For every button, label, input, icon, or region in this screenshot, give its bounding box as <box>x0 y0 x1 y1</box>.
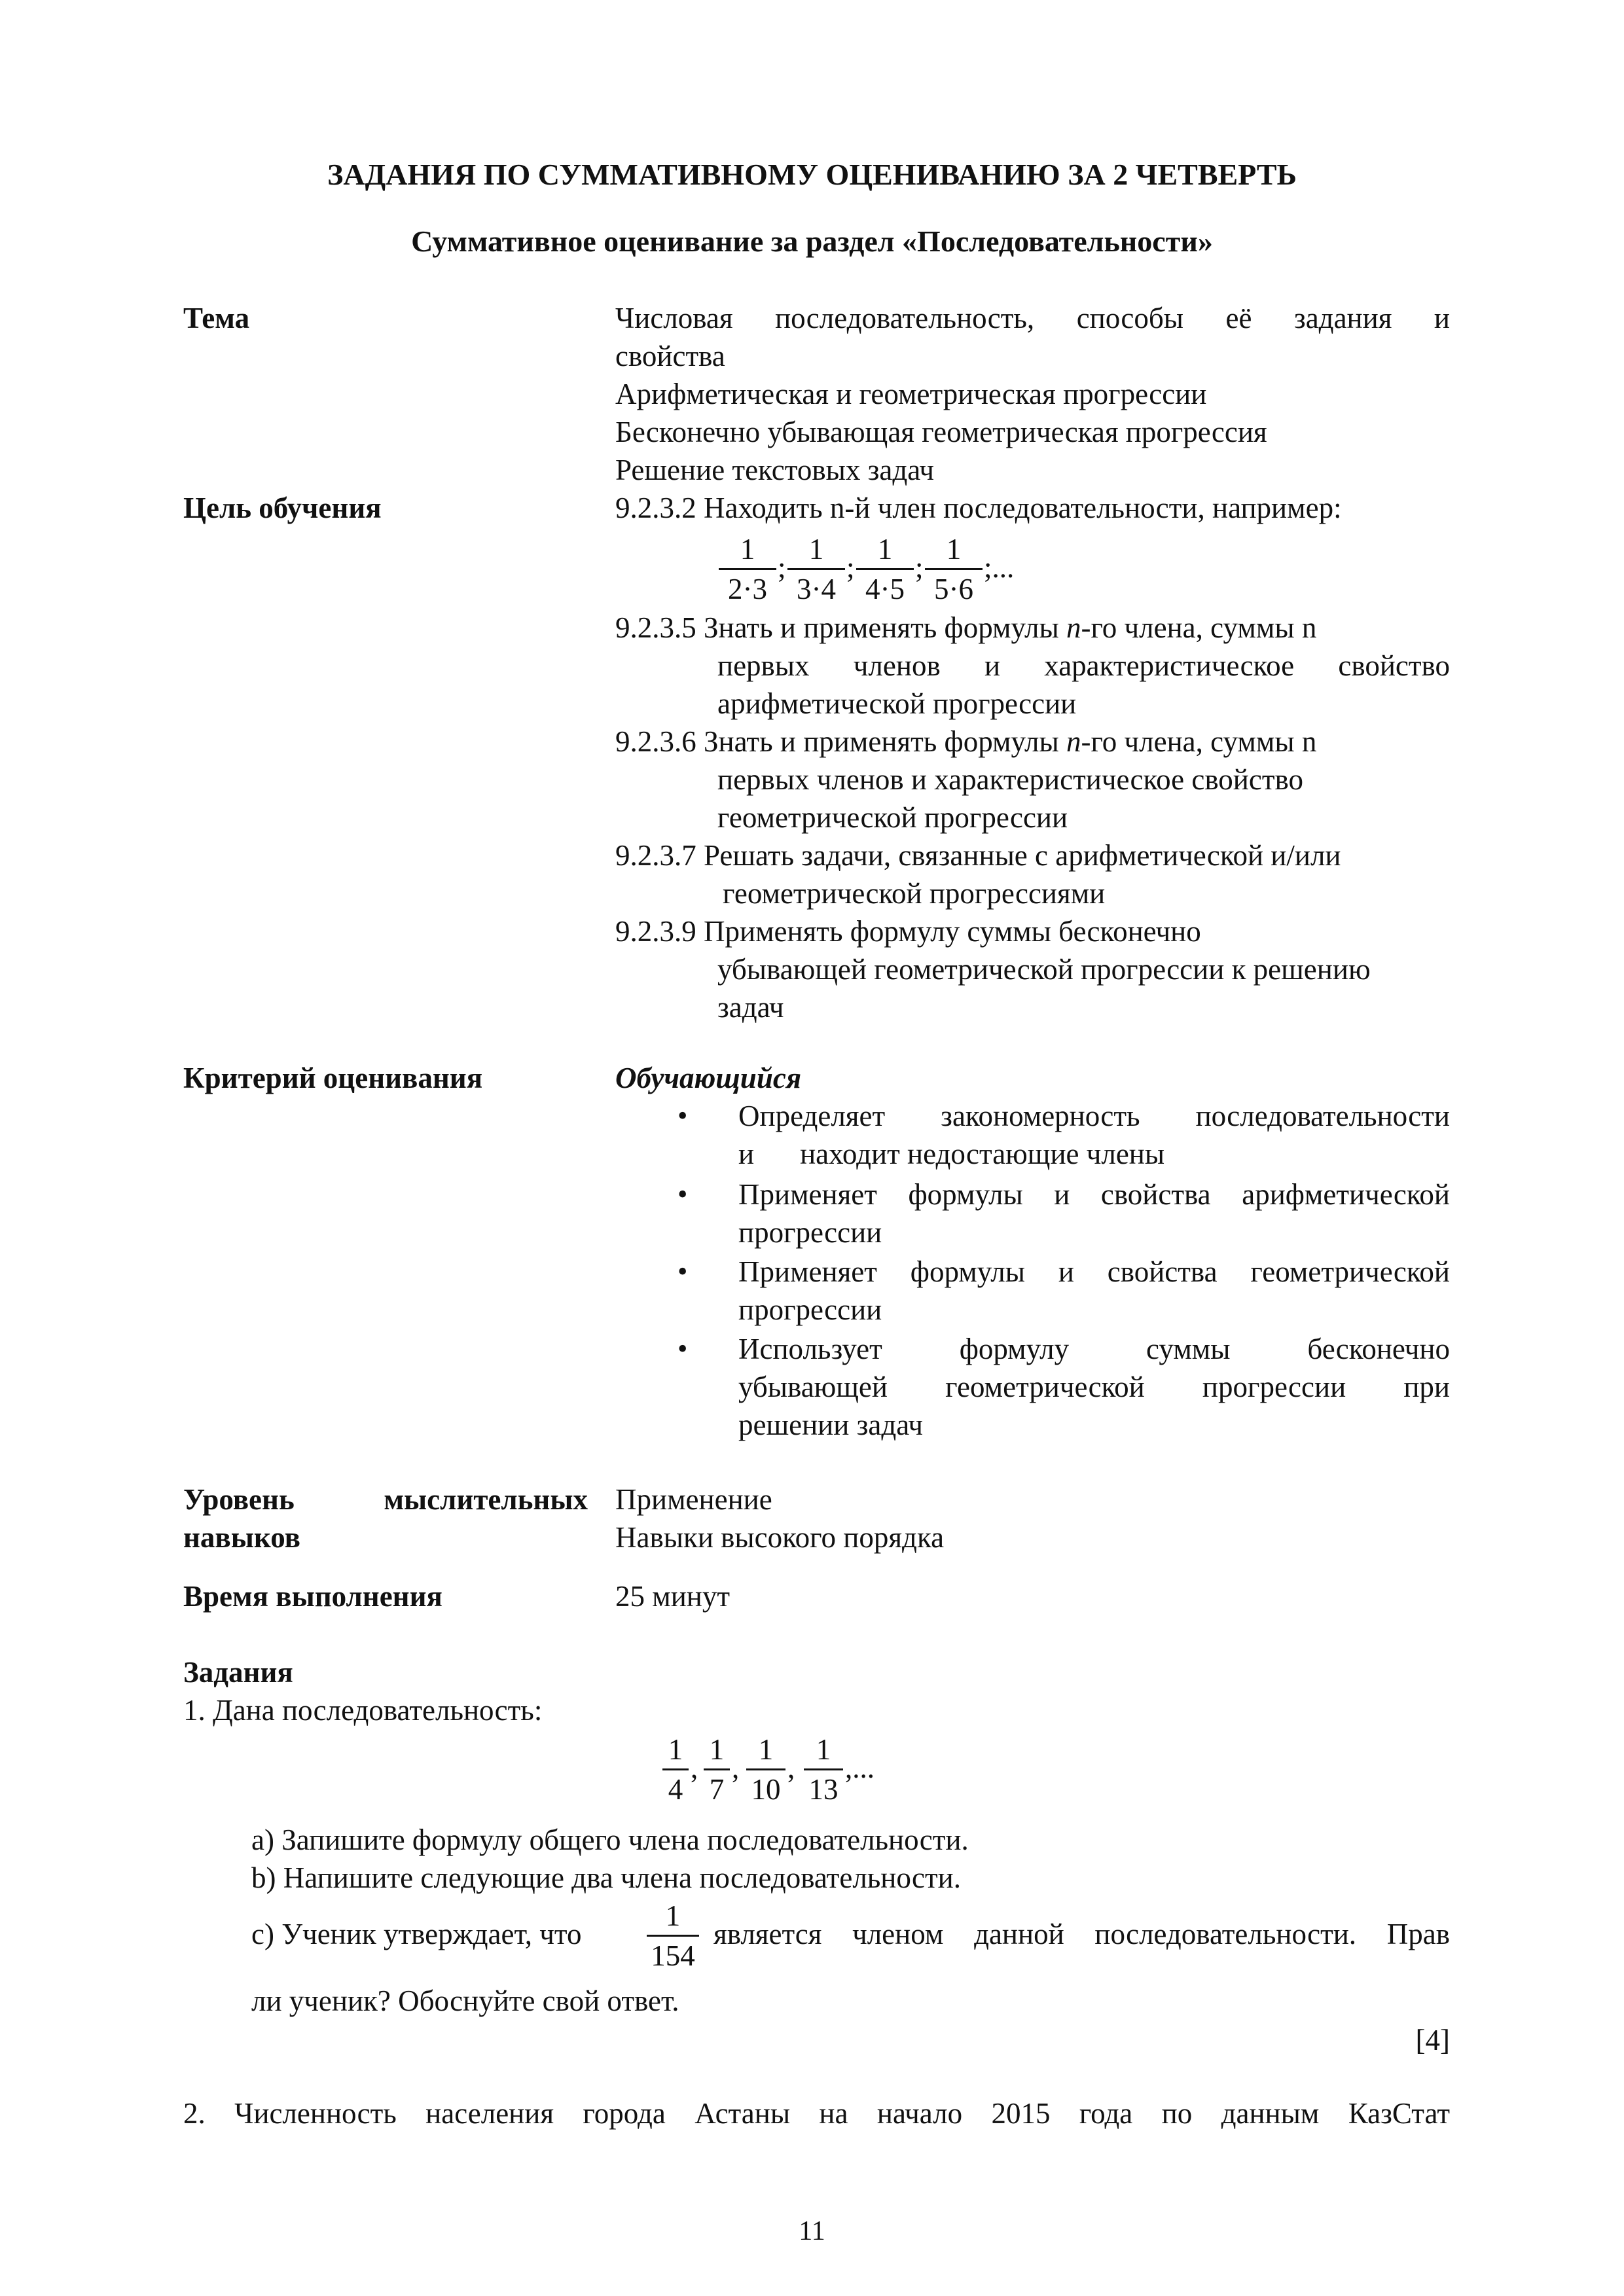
criteria-item-3-line-1: Применяет формулы и свойства геометрической <box>738 1255 1450 1288</box>
fraction-denominator: 5·6 <box>934 573 973 605</box>
level-value-1: Применение <box>615 1483 772 1516</box>
task-1-c-suffix: является членом данной последовательности. Прав <box>713 1918 1450 1950</box>
theme-line-3: Арифметическая и геометрическая прогрессии <box>615 378 1207 410</box>
goal-9-2-3-5-line-2: первых членов и характеристическое свойство <box>717 649 1450 682</box>
theme-label: Тема <box>183 302 250 334</box>
fraction-denominator: 154 <box>651 1939 695 1972</box>
goal-label: Цель обучения <box>183 492 382 524</box>
goal-9-2-3-2: 9.2.3.2 Находить n-й член последовательности, например: <box>615 492 1342 524</box>
goal-9-2-3-9: 9.2.3.9 Применять формулу суммы бесконечно <box>615 915 1201 948</box>
fraction-numerator: 1 <box>758 1733 774 1766</box>
task-1-separator: , <box>691 1751 698 1784</box>
example-fraction-2 <box>787 530 845 608</box>
fraction-denominator: 13 <box>808 1773 839 1806</box>
task-1-fraction-1 <box>662 1731 689 1808</box>
fraction-numerator: 1 <box>665 1899 681 1932</box>
bullet-icon: • <box>677 1333 688 1365</box>
goal-text: -го члена, суммы n <box>1081 725 1317 758</box>
bullet-icon: • <box>677 1255 688 1287</box>
fraction-denominator: 2·3 <box>728 573 767 605</box>
task-1-c-fraction <box>647 1897 699 1975</box>
level-label-line-2: навыков <box>183 1521 300 1554</box>
criteria-heading: Обучающийся <box>615 1062 801 1094</box>
task-1-fraction-2 <box>704 1731 730 1808</box>
example-fraction-4 <box>925 530 983 608</box>
goal-9-2-3-7-line-2: геометрической прогрессиями <box>723 877 1106 910</box>
fraction-numerator: 1 <box>709 1733 725 1766</box>
goal-n: n <box>1066 611 1081 644</box>
goal-9-2-3-6 <box>615 723 1450 761</box>
goal-9-2-3-5-line-3: арифметической прогрессии <box>717 687 1077 720</box>
goal-9-2-3-5 <box>615 609 1450 647</box>
fraction-denominator: 4·5 <box>865 573 905 605</box>
goal-9-2-3-7: 9.2.3.7 Решать задачи, связанные с арифметической и/или <box>615 839 1341 872</box>
fraction-denominator: 4 <box>668 1773 683 1806</box>
page-title: ЗАДАНИЯ ПО СУММАТИВНОМУ ОЦЕНИВАНИЮ ЗА 2 ЧЕТВЕРТЬ <box>327 158 1297 191</box>
theme-line-4: Бесконечно убывающая геометрическая прогрессия <box>615 416 1267 448</box>
example-fraction-3 <box>856 530 914 608</box>
time-value: 25 минут <box>615 1580 731 1613</box>
tasks-heading: Задания <box>183 1656 293 1689</box>
criteria-item-4-line-3: решении задач <box>738 1408 924 1441</box>
theme-line-5: Решение текстовых задач <box>615 454 935 486</box>
goal-n: n <box>1066 725 1081 758</box>
fraction-numerator: 1 <box>808 533 824 565</box>
goal-text: 9.2.3.6 Знать и применять формулы <box>615 725 1066 758</box>
criteria-item-3-line-2: прогрессии <box>738 1293 882 1326</box>
criteria-item-4-line-1: Использует формулу суммы бесконечно <box>738 1333 1450 1365</box>
task-2-line-1: 2. Численность населения города Астаны на начало 2015 года по данным КазСтат <box>183 2097 1450 2130</box>
fraction-numerator: 1 <box>740 533 755 565</box>
task-1-a: a) Запишите формулу общего члена последовательности. <box>251 1823 969 1856</box>
goal-9-2-3-6-line-2: первых членов и характеристическое свойство <box>717 763 1303 796</box>
task-1-intro: 1. Дана последовательность: <box>183 1694 543 1727</box>
task-1-b: b) Напишите следующие два члена последовательности. <box>251 1861 961 1894</box>
theme-line-1: Числовая последовательность, способы её задания и <box>615 302 1450 334</box>
bullet-icon: • <box>677 1178 688 1210</box>
fraction-denominator: 3·4 <box>797 573 836 605</box>
page-number: 11 <box>799 2216 825 2246</box>
criteria-item-1-line-1: Определяет закономерность последовательности <box>738 1100 1450 1132</box>
example-separator: ; <box>778 551 786 584</box>
time-label: Время выполнения <box>183 1580 442 1613</box>
goal-9-2-3-6-line-3: геометрической прогрессии <box>717 801 1068 834</box>
task-1-separator: , <box>732 1751 740 1784</box>
example-separator: ; <box>846 551 855 584</box>
fraction-numerator: 1 <box>816 1733 831 1766</box>
task-1-fraction-4 <box>804 1731 843 1808</box>
criteria-item-4-line-2: убывающей геометрической прогрессии при <box>738 1371 1450 1403</box>
criteria-text: находит недостающие члены <box>800 1138 1165 1170</box>
task-1-fraction-3 <box>746 1731 785 1808</box>
task-1-separator: , <box>787 1751 795 1784</box>
criteria-item-2-line-2: прогрессии <box>738 1216 882 1249</box>
bullet-icon: • <box>677 1100 688 1132</box>
criteria-label: Критерий оценивания <box>183 1062 483 1094</box>
fraction-numerator: 1 <box>668 1733 683 1766</box>
criteria-text: и <box>738 1138 755 1170</box>
example-fraction-1 <box>719 530 776 608</box>
goal-9-2-3-9-line-3: задач <box>717 991 784 1024</box>
task-1-c-line-2: ли ученик? Обоснуйте свой ответ. <box>251 1984 679 2017</box>
task-1-score: [4] <box>1415 2024 1450 2056</box>
example-tail: ;... <box>984 551 1015 584</box>
page-subtitle: Суммативное оценивание за раздел «Последовательности» <box>411 224 1213 258</box>
fraction-numerator: 1 <box>946 533 962 565</box>
level-label-line-1: Уровень мыслительных <box>183 1483 588 1516</box>
task-1-tail: ,... <box>845 1751 875 1784</box>
task-1-c-prefix: c) Ученик утверждает, что <box>251 1918 582 1950</box>
criteria-item-2-line-1: Применяет формулы и свойства арифметической <box>738 1178 1450 1211</box>
theme-line-2: свойства <box>615 340 725 372</box>
level-value-2: Навыки высокого порядка <box>615 1521 945 1554</box>
fraction-denominator: 7 <box>709 1773 725 1806</box>
fraction-numerator: 1 <box>877 533 893 565</box>
goal-9-2-3-9-line-2: убывающей геометрической прогрессии к решению <box>717 953 1371 986</box>
goal-text: 9.2.3.5 Знать и применять формулы <box>615 611 1066 644</box>
fraction-denominator: 10 <box>751 1773 781 1806</box>
goal-text: -го члена, суммы n <box>1081 611 1317 644</box>
example-separator: ; <box>915 551 924 584</box>
criteria-item-1-line-2 <box>738 1135 1450 1173</box>
